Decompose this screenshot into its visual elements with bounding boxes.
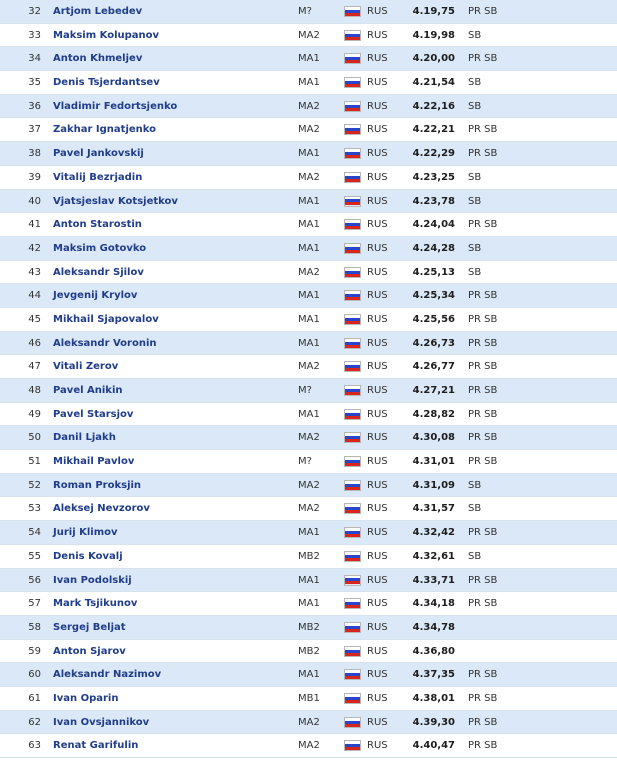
- age-class: MA1: [298, 574, 320, 586]
- age-class: MA1: [298, 598, 320, 610]
- athlete-name-link[interactable]: Mark Tsjikunov: [53, 598, 138, 610]
- nationality: RUS: [367, 479, 388, 491]
- russia-flag-icon: [344, 527, 361, 538]
- record-flags: PR SB: [468, 456, 498, 468]
- nationality: RUS: [367, 645, 388, 657]
- record-flags: PR SB: [468, 574, 498, 586]
- athlete-name-link[interactable]: Aleksej Nevzorov: [53, 503, 150, 515]
- table-row: [0, 332, 617, 356]
- athlete-name-link[interactable]: Jevgenij Krylov: [53, 290, 138, 302]
- nationality: RUS: [367, 242, 388, 254]
- russia-flag-icon: [344, 196, 361, 207]
- age-class: MA1: [298, 408, 320, 420]
- russia-flag-icon: [344, 551, 361, 562]
- athlete-name-link[interactable]: Aleksandr Nazimov: [53, 669, 162, 681]
- result-time: 4.31,01: [412, 456, 455, 468]
- nationality: RUS: [367, 669, 388, 681]
- table-row: [0, 569, 617, 593]
- age-class: MA1: [298, 219, 320, 231]
- table-row: [0, 47, 617, 71]
- nationality: RUS: [367, 337, 388, 349]
- age-class: MA2: [298, 100, 320, 112]
- record-flags: PR SB: [468, 598, 498, 610]
- russia-flag-icon: [344, 669, 361, 680]
- result-time: 4.36,80: [412, 645, 455, 657]
- athlete-name-link[interactable]: Mikhail Pavlov: [53, 456, 135, 468]
- place-number: 54: [28, 527, 41, 539]
- result-time: 4.20,00: [412, 53, 455, 65]
- result-time: 4.38,01: [412, 692, 455, 704]
- result-time: 4.31,57: [412, 503, 455, 515]
- result-time: 4.39,30: [412, 716, 455, 728]
- result-time: 4.24,04: [412, 219, 455, 231]
- place-number: 49: [28, 408, 41, 420]
- place-number: 59: [28, 645, 41, 657]
- age-class: MA2: [298, 503, 320, 515]
- place-number: 55: [28, 550, 41, 562]
- age-class: MA1: [298, 527, 320, 539]
- table-row: [0, 640, 617, 664]
- place-number: 57: [28, 598, 41, 610]
- result-time: 4.23,25: [412, 171, 455, 183]
- record-flags: SB: [468, 195, 482, 207]
- nationality: RUS: [367, 385, 388, 396]
- result-time: 4.33,71: [412, 574, 455, 586]
- age-class: MA1: [298, 148, 320, 160]
- table-row: [0, 734, 617, 758]
- place-number: 53: [28, 503, 41, 515]
- place-number: 46: [28, 337, 41, 349]
- russia-flag-icon: [344, 124, 361, 135]
- athlete-name-link[interactable]: Sergej Beljat: [53, 621, 126, 633]
- athlete-name-link[interactable]: Anton Sjarov: [53, 645, 126, 657]
- nationality: RUS: [367, 692, 388, 704]
- record-flags: PR SB: [468, 669, 498, 681]
- nationality: RUS: [367, 148, 388, 160]
- nationality: RUS: [367, 621, 388, 633]
- result-time: 4.32,61: [412, 550, 455, 562]
- place-number: 45: [28, 313, 41, 325]
- athlete-name-link[interactable]: Denis Tsjerdantsev: [53, 77, 160, 89]
- place-number: 50: [28, 432, 41, 444]
- place-number: 36: [28, 100, 41, 112]
- table-row: [0, 403, 617, 427]
- place-number: 39: [28, 171, 41, 183]
- result-time: 4.19,98: [412, 29, 455, 41]
- result-time: 4.19,75: [412, 6, 455, 17]
- age-class: M?: [298, 6, 312, 17]
- table-row: [0, 71, 617, 95]
- age-class: M?: [298, 385, 312, 396]
- age-class: MA2: [298, 740, 320, 752]
- athlete-name-link[interactable]: Vitalij Bezrjadin: [53, 171, 143, 183]
- record-flags: PR SB: [468, 290, 498, 302]
- russia-flag-icon: [344, 361, 361, 372]
- table-row: [0, 474, 617, 498]
- record-flags: SB: [468, 100, 482, 112]
- table-row: [0, 379, 617, 403]
- russia-flag-icon: [344, 575, 361, 586]
- russia-flag-icon: [344, 503, 361, 514]
- place-number: 62: [28, 716, 41, 728]
- age-class: MA2: [298, 266, 320, 278]
- table-row: [0, 545, 617, 569]
- russia-flag-icon: [344, 598, 361, 609]
- russia-flag-icon: [344, 385, 361, 396]
- athlete-name-link[interactable]: Pavel Anikin: [53, 385, 123, 396]
- age-class: MA1: [298, 337, 320, 349]
- athlete-name-link[interactable]: Maksim Kolupanov: [53, 29, 160, 41]
- place-number: 44: [28, 290, 41, 302]
- place-number: 52: [28, 479, 41, 491]
- place-number: 37: [28, 124, 41, 136]
- age-class: MA1: [298, 195, 320, 207]
- nationality: RUS: [367, 527, 388, 539]
- record-flags: PR SB: [468, 692, 498, 704]
- nationality: RUS: [367, 408, 388, 420]
- result-time: 4.28,82: [412, 408, 455, 420]
- nationality: RUS: [367, 219, 388, 231]
- record-flags: SB: [468, 77, 482, 89]
- age-class: MB2: [298, 621, 320, 633]
- nationality: RUS: [367, 574, 388, 586]
- table-row: [0, 284, 617, 308]
- record-flags: SB: [468, 266, 482, 278]
- russia-flag-icon: [344, 314, 361, 325]
- russia-flag-icon: [344, 338, 361, 349]
- age-class: MA1: [298, 290, 320, 302]
- age-class: MB2: [298, 550, 320, 562]
- nationality: RUS: [367, 266, 388, 278]
- athlete-name-link[interactable]: Roman Proksjin: [53, 479, 142, 491]
- result-time: 4.26,77: [412, 361, 455, 373]
- russia-flag-icon: [344, 480, 361, 491]
- russia-flag-icon: [344, 53, 361, 64]
- table-row: [0, 190, 617, 214]
- record-flags: PR SB: [468, 53, 498, 65]
- athlete-name-link[interactable]: Danil Ljakh: [53, 432, 116, 444]
- age-class: MA1: [298, 53, 320, 65]
- place-number: 47: [28, 361, 41, 373]
- place-number: 32: [28, 6, 41, 17]
- nationality: RUS: [367, 740, 388, 752]
- result-time: 4.32,42: [412, 527, 455, 539]
- age-class: MA1: [298, 313, 320, 325]
- result-time: 4.25,13: [412, 266, 455, 278]
- record-flags: PR SB: [468, 740, 498, 752]
- record-flags: PR SB: [468, 432, 498, 444]
- age-class: MA2: [298, 432, 320, 444]
- result-time: 4.34,78: [412, 621, 455, 633]
- nationality: RUS: [367, 77, 388, 89]
- athlete-name-link[interactable]: Pavel Starsjov: [53, 408, 134, 420]
- table-row: [0, 237, 617, 261]
- table-row: [0, 24, 617, 48]
- table-row: [0, 261, 617, 285]
- athlete-name-link[interactable]: Anton Starostin: [53, 219, 142, 231]
- record-flags: PR SB: [468, 337, 498, 349]
- athlete-name-link[interactable]: Jurij Klimov: [53, 527, 118, 539]
- table-row: [0, 95, 617, 119]
- nationality: RUS: [367, 361, 388, 373]
- nationality: RUS: [367, 503, 388, 515]
- age-class: M?: [298, 456, 312, 468]
- russia-flag-icon: [344, 267, 361, 278]
- place-number: 40: [28, 195, 41, 207]
- age-class: MB1: [298, 692, 320, 704]
- athlete-name-link[interactable]: Vladimir Fedortsjenko: [53, 100, 178, 112]
- nationality: RUS: [367, 124, 388, 136]
- age-class: MB2: [298, 645, 320, 657]
- russia-flag-icon: [344, 243, 361, 254]
- table-row: [0, 213, 617, 237]
- russia-flag-icon: [344, 717, 361, 728]
- athlete-name-link[interactable]: Renat Garifulin: [53, 740, 139, 752]
- place-number: 33: [28, 29, 41, 41]
- athlete-name-link[interactable]: Denis Kovalj: [53, 550, 123, 562]
- record-flags: PR SB: [468, 6, 498, 17]
- nationality: RUS: [367, 6, 388, 17]
- table-row: [0, 711, 617, 735]
- record-flags: SB: [468, 550, 482, 562]
- place-number: 61: [28, 692, 41, 704]
- record-flags: PR SB: [468, 219, 498, 231]
- result-time: 4.25,56: [412, 313, 455, 325]
- place-number: 42: [28, 242, 41, 254]
- nationality: RUS: [367, 598, 388, 610]
- athlete-name-link[interactable]: Aleksandr Voronin: [53, 337, 157, 349]
- record-flags: PR SB: [468, 527, 498, 539]
- result-time: 4.31,09: [412, 479, 455, 491]
- place-number: 43: [28, 266, 41, 278]
- table-row: [0, 616, 617, 640]
- table-row: [0, 663, 617, 687]
- athlete-name-link[interactable]: Artjom Lebedev: [53, 6, 143, 17]
- place-number: 58: [28, 621, 41, 633]
- russia-flag-icon: [344, 740, 361, 751]
- athlete-name-link[interactable]: Vitali Zerov: [53, 361, 119, 373]
- place-number: 48: [28, 385, 41, 396]
- table-row: [0, 450, 617, 474]
- nationality: RUS: [367, 290, 388, 302]
- record-flags: PR SB: [468, 124, 498, 136]
- athlete-name-link[interactable]: Vjatsjeslav Kotsjetkov: [53, 195, 178, 207]
- result-time: 4.23,78: [412, 195, 455, 207]
- russia-flag-icon: [344, 219, 361, 230]
- russia-flag-icon: [344, 6, 361, 17]
- result-time: 4.22,21: [412, 124, 455, 136]
- athlete-name-link[interactable]: Pavel Jankovskij: [53, 148, 144, 160]
- table-row: [0, 0, 617, 24]
- record-flags: SB: [468, 242, 482, 254]
- nationality: RUS: [367, 195, 388, 207]
- record-flags: PR SB: [468, 408, 498, 420]
- russia-flag-icon: [344, 693, 361, 704]
- russia-flag-icon: [344, 456, 361, 467]
- result-time: 4.22,29: [412, 148, 455, 160]
- russia-flag-icon: [344, 172, 361, 183]
- age-class: MA2: [298, 479, 320, 491]
- result-time: 4.27,21: [412, 385, 455, 396]
- nationality: RUS: [367, 53, 388, 65]
- table-row: [0, 521, 617, 545]
- place-number: 38: [28, 148, 41, 160]
- athlete-name-link[interactable]: Anton Khmeljev: [53, 53, 143, 65]
- result-time: 4.34,18: [412, 598, 455, 610]
- result-time: 4.21,54: [412, 77, 455, 89]
- table-row: [0, 426, 617, 450]
- age-class: MA2: [298, 171, 320, 183]
- table-row: [0, 355, 617, 379]
- record-flags: SB: [468, 503, 482, 515]
- result-time: 4.37,35: [412, 669, 455, 681]
- nationality: RUS: [367, 550, 388, 562]
- place-number: 35: [28, 77, 41, 89]
- table-row: [0, 142, 617, 166]
- table-row: [0, 308, 617, 332]
- russia-flag-icon: [344, 290, 361, 301]
- table-row: [0, 118, 617, 142]
- record-flags: PR SB: [468, 361, 498, 373]
- record-flags: SB: [468, 171, 482, 183]
- place-number: 34: [28, 53, 41, 65]
- result-time: 4.22,16: [412, 100, 455, 112]
- russia-flag-icon: [344, 101, 361, 112]
- table-row: [0, 166, 617, 190]
- result-time: 4.30,08: [412, 432, 455, 444]
- record-flags: SB: [468, 479, 482, 491]
- result-time: 4.25,34: [412, 290, 455, 302]
- record-flags: PR SB: [468, 313, 498, 325]
- athlete-name-link[interactable]: Ivan Podolskij: [53, 574, 132, 586]
- athlete-name-link[interactable]: Mikhail Sjapovalov: [53, 313, 159, 325]
- record-flags: PR SB: [468, 716, 498, 728]
- table-row: [0, 592, 617, 616]
- nationality: RUS: [367, 716, 388, 728]
- nationality: RUS: [367, 171, 388, 183]
- age-class: MA1: [298, 77, 320, 89]
- nationality: RUS: [367, 313, 388, 325]
- result-time: 4.40,47: [412, 740, 455, 752]
- result-time: 4.26,73: [412, 337, 455, 349]
- athlete-name-link[interactable]: Maksim Gotovko: [53, 242, 147, 254]
- nationality: RUS: [367, 100, 388, 112]
- place-number: 56: [28, 574, 41, 586]
- place-number: 63: [28, 740, 41, 752]
- record-flags: PR SB: [468, 148, 498, 160]
- age-class: MA2: [298, 124, 320, 136]
- age-class: MA2: [298, 29, 320, 41]
- athlete-name-link[interactable]: Zakhar Ignatjenko: [53, 124, 157, 136]
- russia-flag-icon: [344, 148, 361, 159]
- place-number: 51: [28, 456, 41, 468]
- russia-flag-icon: [344, 409, 361, 420]
- russia-flag-icon: [344, 432, 361, 443]
- russia-flag-icon: [344, 30, 361, 41]
- table-row: [0, 687, 617, 711]
- age-class: MA2: [298, 361, 320, 373]
- age-class: MA2: [298, 716, 320, 728]
- russia-flag-icon: [344, 646, 361, 657]
- result-time: 4.24,28: [412, 242, 455, 254]
- place-number: 41: [28, 219, 41, 231]
- athlete-name-link[interactable]: Ivan Oparin: [53, 692, 119, 704]
- table-row: [0, 497, 617, 521]
- age-class: MA1: [298, 242, 320, 254]
- nationality: RUS: [367, 29, 388, 41]
- age-class: MA1: [298, 669, 320, 681]
- nationality: RUS: [367, 432, 388, 444]
- athlete-name-link[interactable]: Ivan Ovsjannikov: [53, 716, 150, 728]
- nationality: RUS: [367, 456, 388, 468]
- russia-flag-icon: [344, 622, 361, 633]
- record-flags: SB: [468, 29, 482, 41]
- record-flags: PR SB: [468, 385, 498, 396]
- place-number: 60: [28, 669, 41, 681]
- athlete-name-link[interactable]: Aleksandr Sjilov: [53, 266, 144, 278]
- russia-flag-icon: [344, 77, 361, 88]
